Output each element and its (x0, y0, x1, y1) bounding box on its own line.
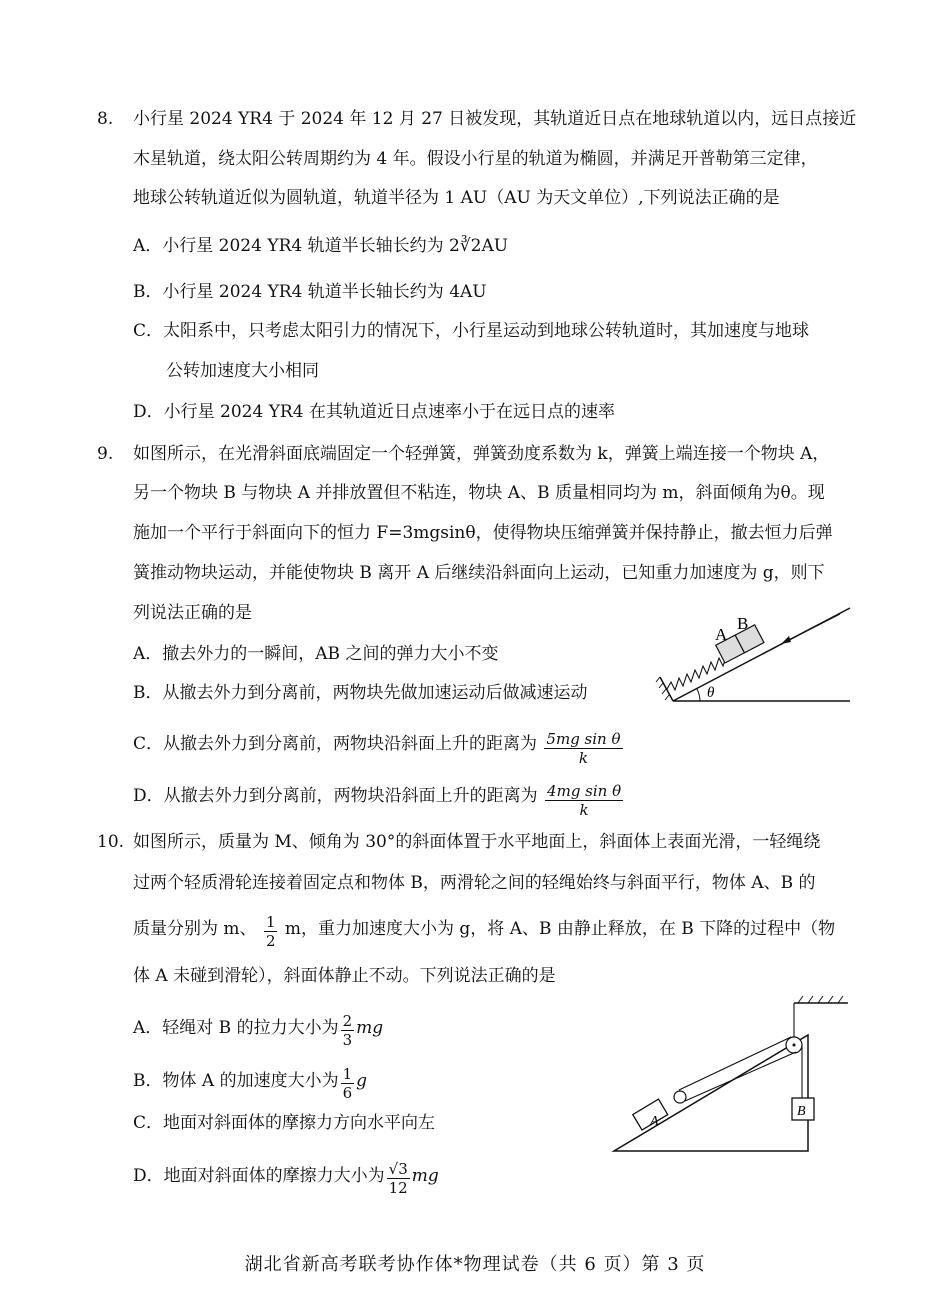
q10-option-d (133, 1160, 439, 1197)
q9-stem-line4: 簧推动物块运动，并能使物块 B 离开 A 后继续沿斜面向上运动，已知重力加速度为 g，则下 (133, 563, 825, 583)
q9-label-b: B (737, 614, 749, 633)
q10-stem-line1: 如图所示，质量为 M、倾角为 30°的斜面体置于水平地面上，斜面体上表面光滑，一轻绳绕 (133, 832, 821, 852)
q9-option-c-numerator: 5mg sin θ (546, 730, 621, 748)
q10-rope-upper (679, 1037, 791, 1090)
q10-option-b-text: B．物体 A 的加速度大小为 (133, 1071, 339, 1091)
q8-stem-line3: 地球公转轨道近似为圆轨道，轨道半径为 1 AU（AU 为天文单位）,下列说法正确的是 (133, 188, 780, 208)
q8-option-c-line2: 公转加速度大小相同 (166, 361, 319, 381)
q10-stem-fraction (264, 913, 278, 950)
q9-incline-spring-figure (655, 605, 855, 710)
q10-number: 10. (97, 832, 125, 852)
q10-option-b-unit: g (356, 1071, 368, 1091)
q10-option-c: C．地面对斜面体的摩擦力方向水平向左 (133, 1113, 436, 1133)
q10-option-a-text: A．轻绳对 B 的拉力大小为 (133, 1018, 339, 1038)
q9-force-arrowhead (781, 636, 791, 644)
q10-incline-pulley-figure (608, 993, 858, 1158)
q9-number: 9. (97, 444, 114, 464)
q10-option-a (133, 1012, 383, 1049)
q9-stem-line3: 施加一个平行于斜面向下的恒力 F=3mgsinθ，使得物块压缩弹簧并保持静止，撤去恒力后弹 (133, 523, 833, 543)
q9-option-c-fraction (544, 730, 622, 767)
q10-option-b-numerator: 1 (342, 1065, 353, 1083)
q8-stem-line1: 小行星 2024 YR4 于 2024 年 12 月 27 日被发现，其轨道近日点在地球轨道以内，远日点接近 (133, 109, 857, 129)
q10-option-d-text: D．地面对斜面体的摩擦力大小为 (133, 1166, 385, 1186)
q10-option-b-denominator: 6 (342, 1084, 353, 1102)
q10-option-d-unit: mg (411, 1166, 439, 1186)
q10-option-a-fraction (341, 1012, 355, 1049)
q9-option-b: B．从撤去外力到分离前，两物块先做加速运动后做减速运动 (133, 683, 588, 703)
q10-stem-line2: 过两个轻质滑轮连接着固定点和物体 B，两滑轮之间的轻绳始终与斜面平行，物体 A、B 的 (133, 873, 816, 893)
q8-option-c-line1: C．太阳系中，只考虑太阳引力的情况下，小行星运动到地球公转轨道时，其加速度与地球 (133, 321, 810, 341)
q10-incline-body (614, 1035, 808, 1151)
q9-option-a: A．撤去外力的一瞬间，AB 之间的弹力大小不变 (133, 644, 499, 664)
q9-force-arrow (785, 614, 840, 642)
q9-angle-arc (697, 689, 700, 701)
q10-option-d-numerator: √3 (388, 1160, 408, 1178)
q8-stem-line2: 木星轨道，绕太阳公转周期约为 4 年。假设小行星的轨道为椭圆，并满足开普勒第三定律， (133, 149, 818, 169)
q9-stem-line1: 如图所示，在光滑斜面底端固定一个轻弹簧，弹簧劲度系数为 k，弹簧上端连接一个物块 A， (133, 444, 830, 464)
q10-stem-line3 (133, 913, 835, 950)
q10-ceiling-hatch (798, 996, 843, 1003)
q9-option-d-numerator: 4mg sin θ (547, 782, 622, 800)
q9-option-c-text: C．从撤去外力到分离前，两物块沿斜面上升的距离为 (133, 734, 538, 754)
q10-option-b (133, 1065, 367, 1102)
q10-rope-lower (685, 1052, 796, 1101)
q10-option-d-denominator: 12 (388, 1179, 408, 1197)
q10-option-d-fraction (387, 1160, 410, 1197)
q9-spring (667, 654, 727, 690)
q10-option-a-numerator: 2 (342, 1012, 353, 1030)
q10-label-b: B (797, 1104, 806, 1119)
q9-option-d-denominator: k (579, 801, 589, 819)
page-footer: 湖北省新高考联考协作体*物理试卷（共 6 页）第 3 页 (244, 1254, 706, 1275)
q8-number: 8. (97, 109, 114, 129)
q8-option-b: B．小行星 2024 YR4 轨道半长轴长约为 4AU (133, 282, 487, 302)
q9-stem-line2: 另一个物块 B 与物块 A 并排放置但不粘连，物块 A、B 质量相同均为 m，斜面倾角为θ。现 (133, 483, 825, 503)
q9-option-c-denominator: k (578, 749, 589, 767)
q10-moving-pulley (674, 1091, 686, 1103)
q10-stem-line4: 体 A 未碰到滑轮），斜面体静止不动。下列说法正确的是 (133, 966, 556, 986)
q10-stem-denominator: 2 (265, 932, 276, 950)
q10-option-a-denominator: 3 (342, 1031, 353, 1049)
q9-angle-label: θ (707, 685, 715, 701)
q10-label-a: A (650, 1114, 659, 1129)
q8-option-a: A．小行星 2024 YR4 轨道半长轴长约为 2∛2AU (133, 236, 509, 256)
q10-fixed-pulley-axle (793, 1044, 796, 1047)
q9-label-a: A (715, 625, 728, 644)
q10-stem-line3b: m，重力加速度大小为 g，将 A、B 由静止释放，在 B 下降的过程中（物 (284, 919, 836, 939)
q9-option-d-fraction (545, 782, 623, 819)
q8-option-d: D．小行星 2024 YR4 在其轨道近日点速率小于在远日点的速率 (133, 402, 615, 422)
q9-option-d-text: D．从撤去外力到分离前，两物块沿斜面上升的距离为 (133, 786, 538, 806)
q9-stem-line5: 列说法正确的是 (133, 603, 252, 623)
q10-stem-line3a: 质量分别为 m、 (133, 919, 257, 939)
q10-option-b-fraction (341, 1065, 355, 1102)
q10-option-a-unit: mg (356, 1018, 384, 1038)
q10-stem-numerator: 1 (265, 913, 276, 931)
q9-option-c (133, 730, 625, 767)
q9-option-d (133, 782, 625, 819)
